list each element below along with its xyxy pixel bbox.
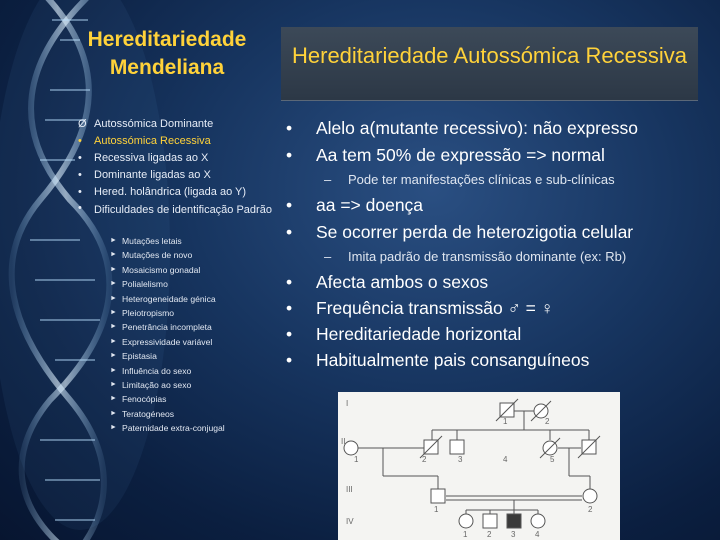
main-bullet [286, 222, 706, 243]
left-item-label: Recessiva ligadas ao X [94, 152, 209, 164]
bullet-icon: • [286, 272, 293, 292]
main-bullet [286, 145, 706, 166]
main-bullet-text: Habitualmente pais consanguíneos [316, 350, 590, 370]
arrow-bullet-icon: ► [110, 280, 117, 288]
sublist-item-label: Mutações letais [122, 236, 182, 246]
bullet-icon: • [286, 118, 293, 138]
sublist-item-label: Teratogéneos [122, 408, 175, 419]
main-bullet [286, 324, 706, 345]
main-subbullet-text: Imita padrão de transmissão dominante (ex: Rb) [348, 249, 627, 264]
arrow-bullet-icon: ► [110, 366, 117, 374]
sublist-item [110, 349, 280, 363]
pedigree-female-symbol [459, 514, 473, 528]
individual-number: 4 [535, 530, 540, 539]
main-bullet [286, 118, 706, 139]
left-item [78, 167, 278, 184]
main-subbullet-text: Pode ter manifestações clínicas e sub-clínicas [348, 172, 615, 187]
left-item-label: Autossómica Dominante [94, 118, 214, 130]
generation-label: IV [346, 517, 354, 526]
pedigree-female-symbol [583, 489, 597, 503]
sublist-item [110, 335, 280, 349]
arrow-bullet-icon: ► [110, 395, 117, 403]
arrow-bullet-icon: ► [110, 323, 117, 331]
sublist-item-label: Mutações de novo [122, 250, 193, 261]
left-item [78, 184, 278, 201]
arrow-bullet-icon: Ø [78, 118, 87, 130]
bullet-icon: • [286, 324, 293, 344]
individual-number: 2 [422, 455, 427, 464]
pedigree-female-symbol [344, 441, 358, 455]
bullet-icon: • [286, 145, 293, 165]
sublist-item [110, 263, 280, 277]
arrow-bullet-icon: ► [110, 337, 117, 345]
bullet-icon: • [78, 202, 82, 214]
bullet-icon: • [78, 169, 82, 181]
left-item [78, 150, 278, 167]
bullet-icon: • [286, 350, 293, 370]
main-bullet [286, 272, 706, 293]
pedigree-male-symbol [450, 440, 464, 454]
individual-number: 4 [503, 455, 508, 464]
main-bullet [286, 195, 706, 216]
sublist-item [110, 421, 280, 435]
sublist-item [110, 364, 280, 378]
left-item [78, 116, 278, 133]
sublist-item [110, 292, 280, 306]
sublist-item [110, 277, 280, 291]
main-bullet-text: Aa tem 50% de expressão => normal [316, 145, 605, 165]
arrow-bullet-icon: ► [110, 352, 117, 360]
bullet-icon: • [78, 186, 82, 198]
left-title-line1: Hereditariedade [87, 28, 247, 51]
left-item-label: Dificuldades de identificação Padrão [94, 204, 272, 216]
pedigree-affected-male-symbol [507, 514, 521, 528]
individual-number: 1 [434, 505, 439, 514]
sublist-item-label: Epistasia [122, 351, 157, 362]
individual-number: 2 [487, 530, 492, 539]
sublist-item-label: Limitação ao sexo [122, 380, 192, 391]
sublist-item-label: Pleiotropismo [122, 308, 175, 319]
left-topic-list [78, 116, 278, 217]
bullet-icon: • [78, 152, 82, 164]
arrow-bullet-icon: ► [110, 237, 117, 244]
sublist-item [110, 234, 280, 248]
main-subbullet [286, 172, 706, 187]
arrow-bullet-icon: ► [110, 265, 117, 273]
pedigree-male-symbol [431, 489, 445, 503]
sublist-item-label: Penetrância incompleta [122, 322, 212, 333]
main-bullet-text: Se ocorrer perda de heterozigotia celular [316, 222, 634, 242]
left-panel-title [62, 26, 272, 82]
difficulty-sublist [110, 234, 280, 436]
individual-number: 1 [354, 455, 359, 464]
individual-number: 1 [463, 530, 468, 539]
arrow-bullet-icon: ► [110, 309, 117, 317]
bullet-icon: • [286, 195, 293, 215]
pedigree-chart [338, 392, 620, 540]
left-item-label: Hered. holândrica (ligada ao Y) [94, 186, 247, 198]
arrow-bullet-icon: ► [110, 251, 117, 259]
pedigree-svg [338, 392, 620, 540]
main-bullet-text: Alelo a(mutante recessivo): não expresso [316, 118, 638, 138]
individual-number: 2 [588, 505, 593, 514]
individual-number: 1 [503, 417, 508, 426]
arrow-bullet-icon: ► [110, 294, 117, 302]
main-subbullet [286, 249, 706, 264]
sublist-item [110, 378, 280, 392]
sublist-item [110, 306, 280, 320]
sublist-item-label: Polialelismo [122, 279, 168, 290]
sublist-item-label: Mosaicismo gonadal [122, 264, 201, 275]
main-bullet-text: aa => doença [316, 195, 424, 215]
left-item-label: Autossómica Recessiva [94, 135, 211, 147]
arrow-bullet-icon: ► [110, 409, 117, 417]
sublist-item [110, 407, 280, 421]
individual-number: 2 [545, 417, 550, 426]
individual-number: 5 [550, 455, 555, 464]
sublist-item [110, 320, 280, 334]
generation-label: III [346, 485, 353, 494]
main-bullet [286, 350, 706, 371]
arrow-bullet-icon: ► [110, 381, 117, 389]
main-bullet-text: Hereditariedade horizontal [316, 324, 522, 344]
slide-title: Hereditariedade Autossómica Recessiva [281, 27, 698, 101]
dash-bullet-icon: – [324, 249, 332, 264]
sublist-item [110, 392, 280, 406]
sublist-item [110, 248, 280, 262]
dash-bullet-icon: – [324, 172, 332, 187]
pedigree-male-symbol [483, 514, 497, 528]
sublist-item-label: Fenocópias [122, 394, 167, 405]
bullet-icon: • [286, 222, 293, 242]
sublist-item-label: Influência do sexo [122, 365, 192, 376]
sublist-item-label: Paternidade extra-conjugal [122, 423, 225, 434]
left-item-label: Dominante ligadas ao X [94, 169, 211, 181]
individual-number: 3 [511, 530, 516, 539]
left-item-active [78, 133, 278, 150]
individual-number: 3 [458, 455, 463, 464]
main-bullet [286, 298, 706, 319]
main-bullet-text: Afecta ambos o sexos [316, 272, 489, 292]
generation-label: II [341, 437, 346, 446]
main-bullet-text: Frequência transmissão ♂ = ♀ [316, 298, 554, 318]
sublist-item-label: Heterogeneidade génica [122, 293, 216, 304]
left-item [78, 201, 278, 217]
left-title-line2: Mendeliana [109, 56, 225, 79]
bullet-icon: • [78, 135, 82, 147]
pedigree-female-symbol [531, 514, 545, 528]
bullet-icon: • [286, 298, 293, 318]
generation-label: I [346, 399, 349, 408]
main-bullet-list [286, 118, 706, 371]
arrow-bullet-icon: ► [110, 424, 117, 432]
sublist-item-label: Expressividade variável [122, 336, 213, 347]
